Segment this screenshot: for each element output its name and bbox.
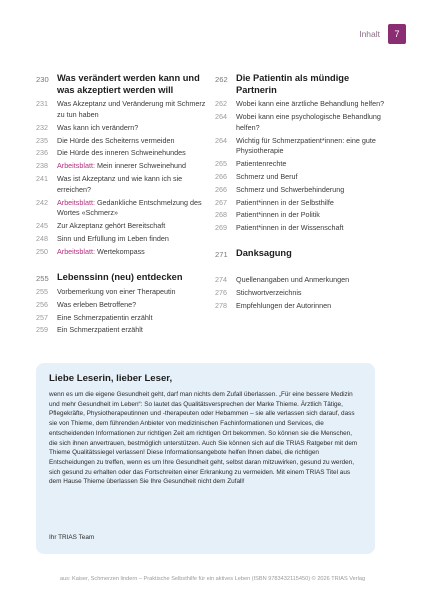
toc-title: Eine Schmerzpatientin erzählt (57, 312, 153, 322)
toc-page-number: 266 (215, 171, 227, 181)
toc-entry[interactable] (215, 99, 390, 110)
toc-entry[interactable] (215, 136, 390, 158)
toc-title: Vorbemerkung von einer Therapeutin (57, 286, 176, 296)
toc-section[interactable] (215, 73, 390, 96)
toc-page-number: 236 (36, 148, 48, 158)
toc-section-title: Die Patientin als mündige Partnerin (236, 73, 350, 95)
toc-page-number: 257 (36, 312, 48, 322)
toc-entry[interactable] (215, 275, 390, 286)
toc-entry[interactable] (215, 172, 390, 183)
toc-section-title: Was verändert werden kann und was akzeptiert werden will (57, 73, 200, 95)
toc-left-column (36, 73, 206, 338)
toc-title: Wobei kann eine psychologische Behandlung helfen? (236, 111, 381, 132)
toc-entry[interactable] (215, 210, 390, 221)
toc-entry[interactable] (215, 301, 390, 312)
toc-spacer (36, 260, 206, 272)
toc-entry[interactable] (36, 123, 206, 134)
toc-title: Schmerz und Beruf (236, 171, 298, 181)
toc-section[interactable] (36, 272, 206, 284)
toc-page-number: 230 (36, 75, 49, 84)
worksheet-prefix: Arbeitsblatt: (57, 246, 95, 256)
toc-title: Schmerz und Schwerbehinderung (236, 184, 345, 194)
toc-title: Was ist Akzeptanz und wie kann ich sie erreichen? (57, 173, 183, 194)
toc-page-number: 232 (36, 122, 48, 132)
toc-title: Wobei kann eine ärztliche Behandlung helfen? (236, 99, 385, 109)
toc-title: Patient*innen in der Politik (236, 210, 320, 220)
toc-section[interactable] (215, 248, 390, 260)
toc-page-number: 250 (36, 246, 48, 256)
toc-title: Ein Schmerzpatient erzählt (57, 325, 143, 335)
toc-entry[interactable] (36, 325, 206, 336)
toc-title: Was Akzeptanz und Veränderung mit Schmerz zu tun haben (57, 99, 206, 119)
toc-title: Zur Akzeptanz gehört Bereitschaft (57, 221, 166, 231)
toc-entry[interactable] (215, 112, 390, 134)
toc-title: Mein innerer Schweinehund (96, 161, 187, 171)
letter-body: wenn es um die eigene Gesundheit geht, darf man nichts dem Zufall überlassen. „Für eine bessere Medizin und mehr Gesundheit im Leben“: So lautet das Qualitätsversprechen der Marke Thieme. Ärztlich Tätige, Pflegekräfte, Physiotherapeutinnen und -therapeuten oder Hebammen – sie alle verlassen sich darauf, dass sie von Thieme, dem führenden Anbieter von medizinischen Fachinformationen und Services, die entscheidenden Informationen zur richtigen Zeit am richtigen Ort bekommen. So können sie die Menschen, die sich ihnen anvertrauen, bestmöglich unterstützen. Auch Sie können sich auf die TRIAS Ratgeber mit dem Thieme Qualitätssiegel verlassen! Diese Informationsangebote helfen Ihnen dabei, die richtigen Entscheidungen zu treffen, wenn es um Ihre Gesundheit geht, selbst daran mitzuwirken, gesund zu werden, sich gesund zu erhalten oder das Fortschreiten einer Erkrankung zu vermeiden. Mit einem TRIAS Titel aus dem Hause Thieme überlassen Sie Ihre Gesundheit nicht dem Zufall! (49, 391, 358, 486)
toc-page-number: 267 (215, 197, 227, 207)
toc-page-number: 278 (215, 300, 227, 310)
toc-title: Die Hürde des inneren Schweinehundes (57, 148, 186, 158)
toc-entry[interactable] (36, 136, 206, 147)
toc-title: Was kann ich verändern? (57, 122, 139, 132)
toc-entry[interactable] (36, 300, 206, 311)
toc-title: Wertekompass (96, 246, 145, 256)
toc-entry[interactable] (36, 247, 206, 258)
toc-page-number: 262 (215, 75, 228, 84)
toc-page-number: 264 (215, 135, 227, 145)
toc-title: Gedankliche Entschmelzung des Wortes «Schmerz» (57, 197, 202, 218)
toc-page-number: 235 (36, 135, 48, 145)
toc-page-number: 241 (36, 173, 48, 183)
toc-spacer (215, 236, 390, 248)
toc-page-number: 238 (36, 161, 48, 171)
toc-entry[interactable] (36, 221, 206, 232)
toc-title: Patientenrechte (236, 159, 287, 169)
toc-page-number: 274 (215, 275, 227, 285)
worksheet-prefix: Arbeitsblatt: (57, 161, 95, 171)
footer-citation: aus: Kaiser, Schmerzen lindern – Praktische Selbsthilfe für ein aktives Leben (ISBN 9783432115450) © 2026 TRIAS Verlag (59, 576, 366, 582)
toc-page-number: 269 (215, 223, 227, 233)
toc-page-number: 271 (215, 249, 228, 259)
toc-title: Was erleben Betroffene? (57, 299, 137, 309)
letter-signature: Ihr TRIAS Team (49, 534, 95, 541)
reader-letter-box (36, 363, 375, 554)
toc-page-number: 255 (36, 273, 49, 283)
toc-page-number: 256 (36, 299, 48, 309)
toc-title: Die Hürde des Scheiterns vermeiden (57, 135, 175, 145)
toc-title: Patient*innen in der Wissenschaft (236, 223, 344, 233)
toc-entry[interactable] (215, 198, 390, 209)
toc-page-number: 248 (36, 233, 48, 243)
toc-entry[interactable] (215, 223, 390, 234)
toc-page-number: 231 (36, 99, 48, 109)
toc-section-title: Lebenssinn (neu) entdecken (57, 271, 183, 282)
toc-title: Patient*innen in der Selbsthilfe (236, 197, 334, 207)
toc-right-column (215, 73, 390, 314)
toc-title: Quellenangaben und Anmerkungen (236, 275, 350, 285)
header-title: Inhalt (359, 29, 380, 39)
toc-page-number: 265 (215, 159, 227, 169)
toc-title: Sinn und Erfüllung im Leben finden (57, 233, 169, 243)
toc-entry[interactable] (215, 185, 390, 196)
toc-page-number: 264 (215, 111, 227, 121)
toc-page-number: 276 (215, 288, 227, 298)
toc-page-number: 262 (215, 99, 227, 109)
toc-title: Wichtig für Schmerzpatient*innen: eine gute Physiotherapie (236, 135, 376, 156)
toc-entry[interactable] (36, 148, 206, 159)
toc-page-number: 245 (36, 221, 48, 231)
toc-entry[interactable] (36, 99, 206, 121)
toc-page-number: 266 (215, 184, 227, 194)
toc-entry[interactable] (36, 161, 206, 172)
toc-page-number: 242 (36, 197, 48, 207)
toc-worksheet-text (57, 198, 206, 220)
toc-page-number: 255 (36, 286, 48, 296)
toc-entry[interactable] (36, 313, 206, 324)
toc-page-number: 259 (36, 325, 48, 335)
toc-title: Empfehlungen der Autorinnen (236, 300, 332, 310)
toc-title: Stichwortverzeichnis (236, 288, 302, 298)
toc-entry[interactable] (215, 288, 390, 299)
toc-spacer (215, 263, 390, 275)
toc-worksheet-text (57, 161, 186, 172)
toc-entry[interactable] (36, 174, 206, 196)
worksheet-prefix: Arbeitsblatt: (57, 197, 95, 207)
toc-entry[interactable] (36, 287, 206, 298)
toc-entry[interactable] (215, 159, 390, 170)
page-number-badge: 7 (388, 24, 406, 44)
letter-title: Liebe Leserin, lieber Leser, (49, 373, 173, 384)
page-header (359, 24, 406, 44)
toc-entry[interactable] (36, 198, 206, 220)
toc-section[interactable] (36, 73, 206, 96)
toc-page-number: 268 (215, 210, 227, 220)
toc-entry[interactable] (36, 234, 206, 245)
toc-worksheet-text (57, 247, 145, 258)
toc-section-title: Danksagung (236, 247, 292, 258)
